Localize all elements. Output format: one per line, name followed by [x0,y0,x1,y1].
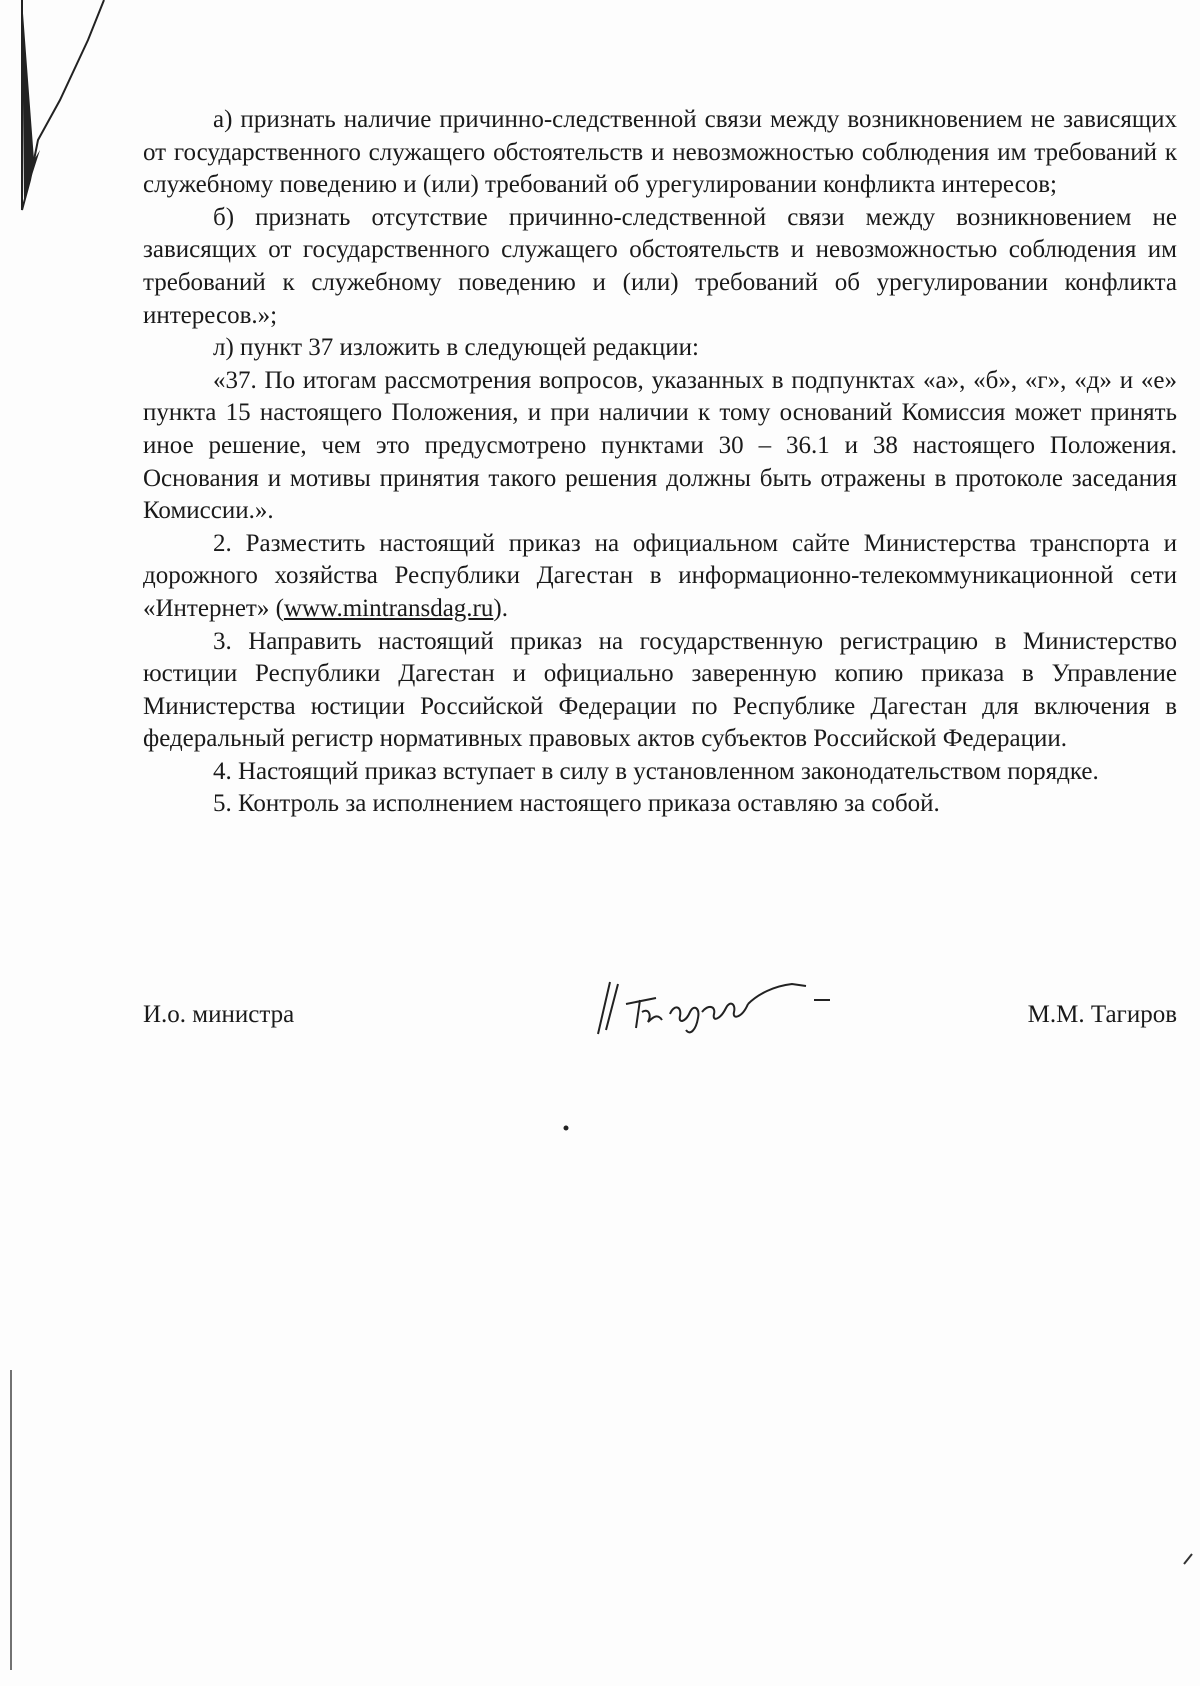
scan-edge-mark [0,0,120,320]
paragraph-2-end: ). [493,594,508,622]
paragraph-b: б) признать отсутствие причинно-следственной связи между возникновением не зависящих от государственного служащего обстоятельств и невозможностью соблюдения им требований к служебному поведению и (или) требований об урегулировании конфликта интересов.»; [143,203,1177,329]
paragraph-37: «37. По итогам рассмотрения вопросов, указанных в подпунктах «а», «б», «г», «д» и «е» пункта 15 настоящего Положения, и при наличии к тому оснований Комиссия может принять иное решение, чем это предусмотрено пунктами 30 – 36.1 и 38 настоящего Положения. Основания и мотивы принятия такого решения должны быть отражены в протоколе заседания Комиссии.». [143,366,1177,525]
paragraph-l: л) пункт 37 изложить в следующей редакции: [213,334,699,362]
paragraph-2-text: 2. Разместить настоящий приказ на официальном сайте Министерства транспорта и дорожного хозяйства Республики Дагестан в информационно-телекоммуникационной сети «Интернет» ( [143,529,1177,622]
signatory-name: М.М. Тагиров [1027,1001,1177,1028]
paragraph-a: а) признать наличие причинно-следственной связи между возникновением не зависящих от государственного служащего обстоятельств и невозможностью соблюдения им требований к служебному поведению и (или) требований об урегулировании конфликта интересов; [143,106,1177,199]
paragraph-2 [143,528,1177,626]
scan-dot [562,1124,570,1132]
scan-left-line [8,1370,14,1670]
signature-block [143,992,1177,1052]
document-body [143,104,1177,821]
scan-corner-mark [1182,1552,1194,1566]
paragraph-3: 3. Направить настоящий приказ на государственную регистрацию в Министерство юстиции Республики Дагестан и официально заверенную копию приказа в Управление Министерства юстиции Российской Федерации по Республике Дагестан для включения в федеральный регистр нормативных правовых актов субъектов Российской Федерации. [143,627,1177,753]
paragraph-5: 5. Контроль за исполнением настоящего приказа оставляю за собой. [213,790,940,818]
handwritten-signature [578,964,838,1044]
website-link[interactable]: www.mintransdag.ru [283,594,494,622]
paragraph-4: 4. Настоящий приказ вступает в силу в установленном законодательством порядке. [213,757,1099,785]
signatory-title: И.о. министра [143,1001,295,1028]
